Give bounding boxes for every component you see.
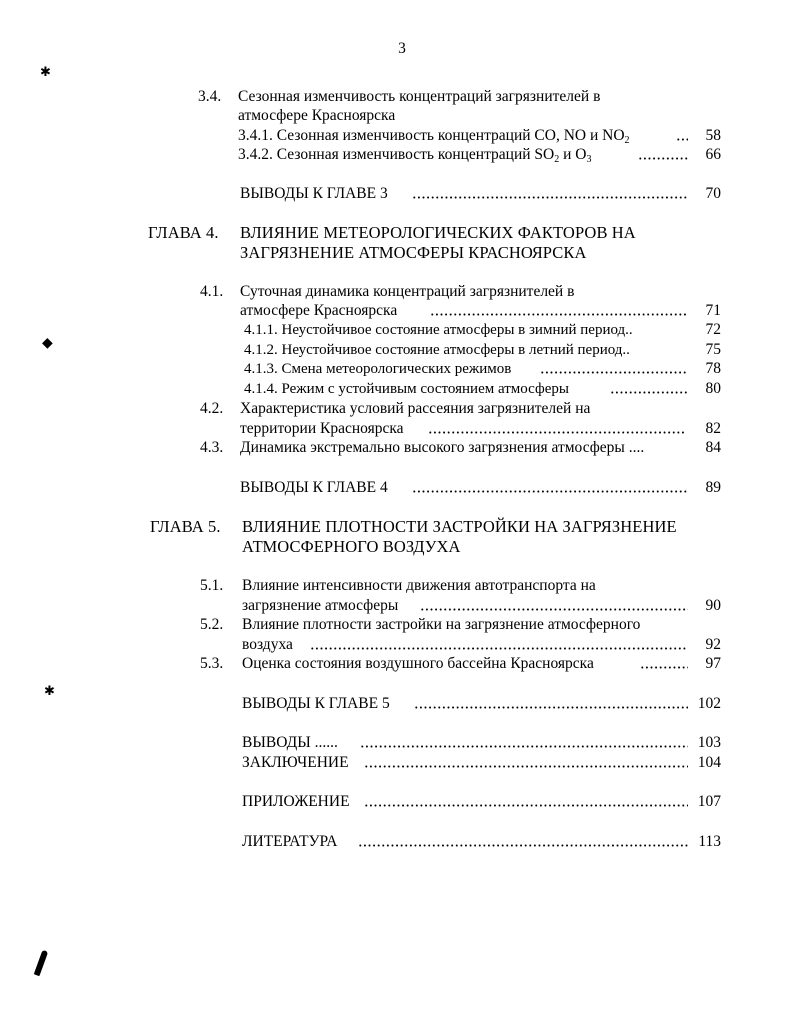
toc-page: 58 [705,127,721,144]
toc-section-title: ВЫВОДЫ К ГЛАВЕ 3 [240,185,388,202]
toc-title: Неустойчивое состояние атмосферы в летний период.. [281,342,630,358]
toc-title: Режим с устойчивым состоянием атмосферы [281,381,569,397]
chapter-title-line: ВЛИЯНИЕ ПЛОТНОСТИ ЗАСТРОЙКИ НА ЗАГРЯЗНЕНИЕ [242,517,677,536]
toc-number: 5.1. [200,577,224,594]
subscript: 2 [624,135,630,146]
toc-page: 66 [705,146,721,163]
dot-leader [414,706,688,709]
toc-page: 113 [698,833,721,850]
toc-number: 4.3. [200,439,224,456]
toc-number: 5.3. [200,655,224,672]
toc-number: 4.1. [200,283,224,300]
toc-page: 89 [705,479,721,496]
toc-page: 104 [697,754,721,771]
dot-leader [358,844,688,847]
scan-streak-icon [34,950,49,976]
dot-leader [364,765,688,768]
toc-title: Сезонная изменчивость концентраций SO [276,146,555,163]
dot-leader [310,647,688,650]
page-number: 3 [398,40,406,57]
dot-leader [540,371,688,374]
toc-title: Сезонная изменчивость концентраций CO, NO и NO [276,127,625,144]
toc-entry-3-4-1 [238,127,630,145]
toc-section-title: ЛИТЕРАТУРА [242,833,338,850]
toc-entry-4-1-2 [244,341,630,359]
toc-number: 4.1.3. [244,361,278,377]
toc-title: Динамика экстремально высокого загрязнения атмосферы .... [240,439,645,456]
toc-entry-3-4-2 [238,146,592,164]
toc-title: Оценка состояния воздушного бассейна Красноярска [242,655,594,672]
toc-title: Неустойчивое состояние атмосферы в зимний период.. [281,322,633,338]
dot-leader [428,431,684,434]
scan-speck-icon: ◆ [42,336,53,351]
toc-section-title: ПРИЛОЖЕНИЕ [242,793,350,810]
toc-entry-4-1-1 [244,321,633,339]
dot-leader [420,608,688,611]
toc-title-line: Сезонная изменчивость концентраций загрязнителей в [238,88,601,105]
toc-title-line: воздуха [242,636,293,653]
toc-number: 3.4. [198,88,222,105]
toc-page: 78 [705,360,721,377]
toc-page: 97 [705,655,721,672]
toc-title-line: территории Красноярска [240,420,404,437]
toc-title: Смена метеорологических режимов [281,361,512,377]
toc-number: 3.4.1. [238,127,273,144]
toc-section-title: ВЫВОДЫ К ГЛАВЕ 4 [240,479,388,496]
dot-leader [412,196,688,199]
toc-title-line: Влияние плотности застройки на загрязнение атмосферного [242,616,641,633]
chapter-number: ГЛАВА 5. [150,517,221,536]
subscript: 2 [554,154,560,165]
toc-number: 4.2. [200,400,224,417]
toc-number: 5.2. [200,616,224,633]
toc-page: 92 [705,636,721,653]
dot-leader [610,391,688,394]
scan-speck-icon: ✱ [40,64,51,79]
toc-title: и O [559,146,587,163]
toc-number: 4.1.2. [244,342,278,358]
toc-page: 102 [697,695,721,712]
toc-page: 80 [705,380,721,397]
toc-number: 3.4.2. [238,146,273,163]
dot-leader [412,490,688,493]
toc-title-line: загрязнение атмосферы [242,597,399,614]
toc-section-title: ВЫВОДЫ К ГЛАВЕ 5 [242,695,390,712]
toc-title-line: Влияние интенсивности движения автотранспорта на [242,577,596,594]
toc-entry-4-1-4 [244,380,569,398]
toc-title-line: атмосфере Красноярска [240,302,398,319]
subscript: 3 [586,154,592,165]
toc-section-title: ЗАКЛЮЧЕНИЕ [242,754,349,771]
dot-leader [360,745,688,748]
toc-number: 4.1.1. [244,322,278,338]
toc-section-title: ВЫВОДЫ ...... [242,734,338,751]
toc-page: 71 [705,302,721,319]
toc-title-line: Характеристика условий рассеяния загрязнителей на [240,400,591,417]
toc-page: 72 [705,321,721,338]
toc-page: 84 [705,439,721,456]
chapter-title-line: ЗАГРЯЗНЕНИЕ АТМОСФЕРЫ КРАСНОЯРСКА [240,243,587,262]
dot-leader [430,313,688,316]
toc-number: 4.1.4. [244,381,278,397]
chapter-number: ГЛАВА 4. [148,223,219,242]
toc-page: 90 [705,597,721,614]
chapter-title-line: АТМОСФЕРНОГО ВОЗДУХА [242,537,461,556]
toc-title-line: атмосфере Красноярска [238,107,396,124]
scan-speck-icon: ✱ [44,683,55,698]
toc-title-line: Суточная динамика концентраций загрязнителей в [240,283,575,300]
toc-page: 82 [705,420,721,437]
dot-leader [364,804,688,807]
toc-page: 70 [705,185,721,202]
toc-page: 107 [697,793,721,810]
chapter-title-line: ВЛИЯНИЕ МЕТЕОРОЛОГИЧЕСКИХ ФАКТОРОВ НА [240,223,636,242]
toc-page: 103 [697,734,721,751]
toc-entry-4-1-3 [244,360,511,378]
toc-page: 75 [705,341,721,358]
